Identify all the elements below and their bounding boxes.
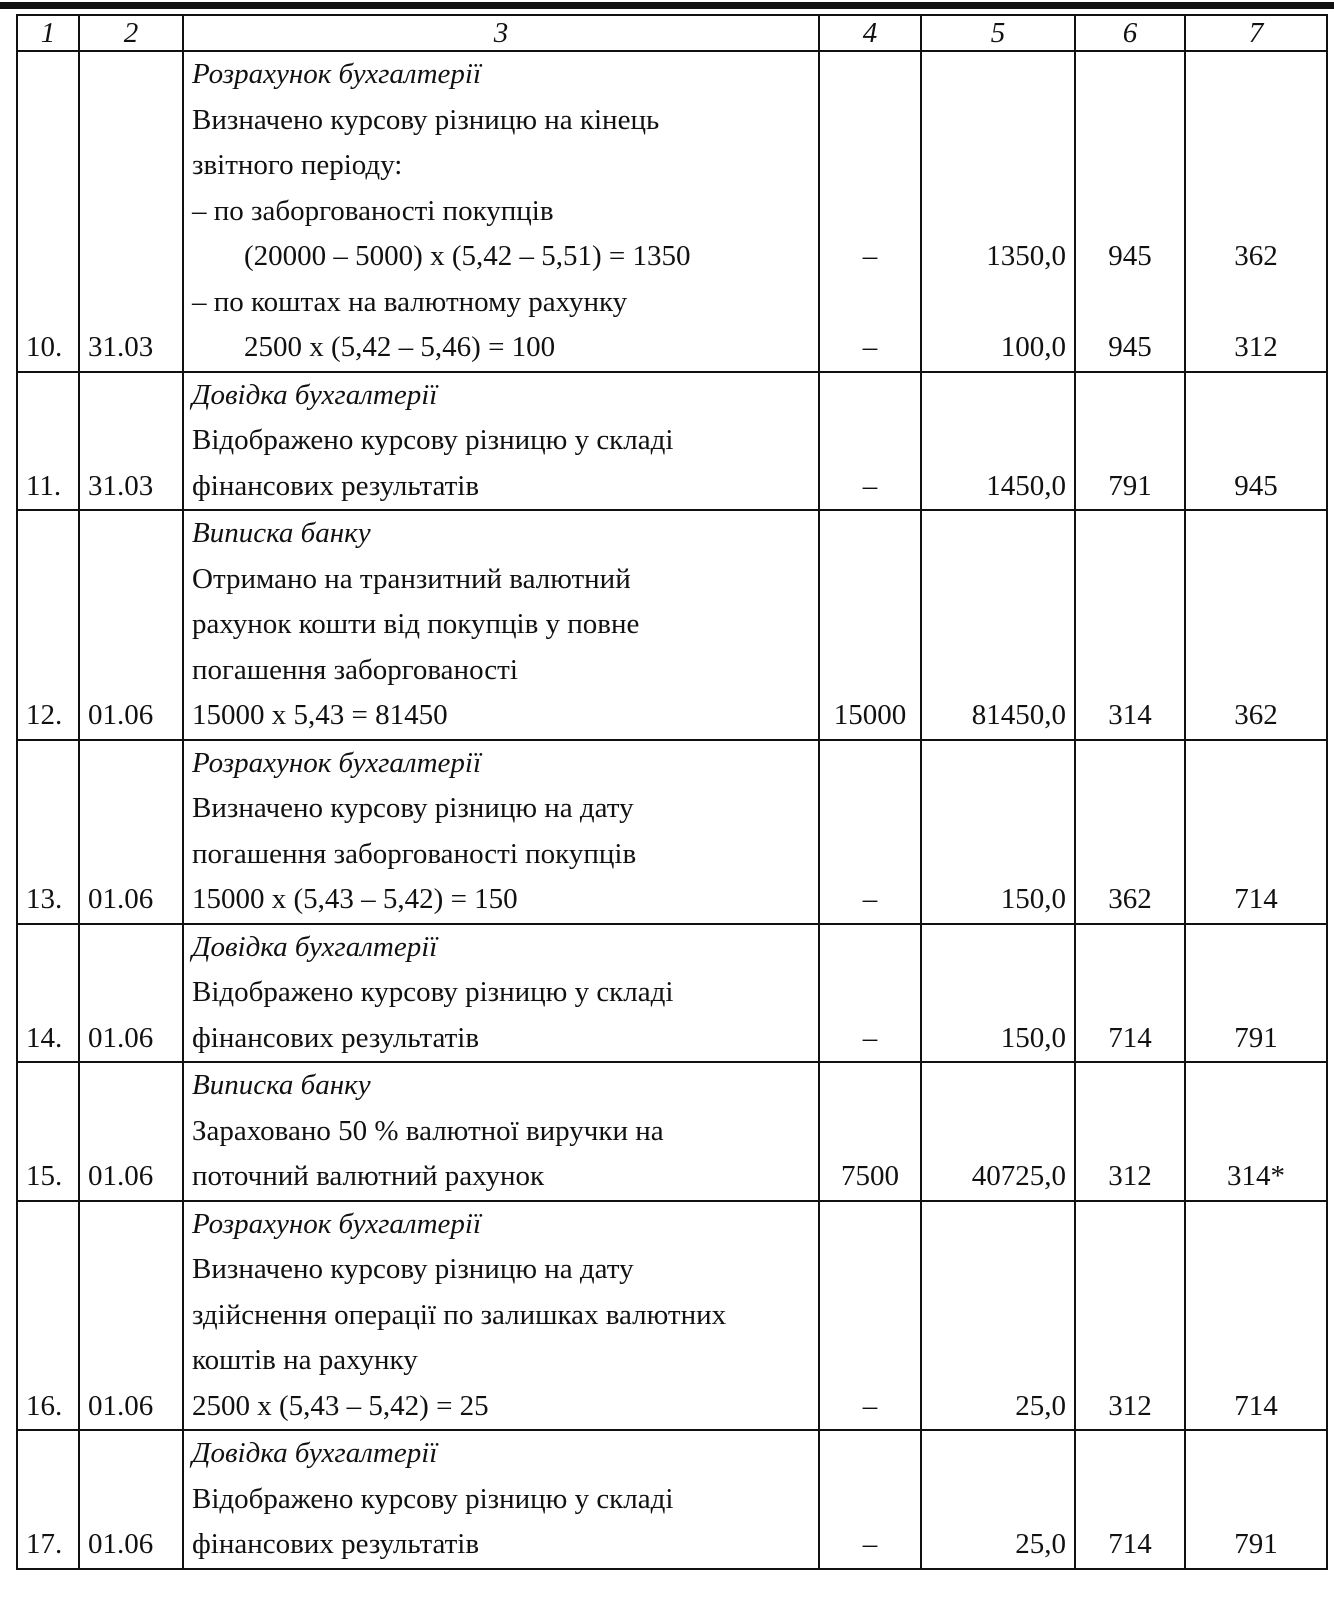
entry-date: 01.06 [79,740,183,924]
col-6-cell [1075,51,1185,372]
col-6-cell [1075,372,1185,511]
col-7-cell [1185,1062,1327,1201]
description-line: Визначено курсову різницю на дату [192,792,634,824]
col-4-cell [819,1201,921,1431]
description-line: рахунок кошти від покупців у повне [192,608,640,640]
col-5-cell [921,1062,1075,1201]
col-4-cell [819,1430,921,1569]
entry-date: 01.06 [79,1430,183,1569]
journal-body [17,51,1327,1569]
col-6-cell [1075,1430,1185,1569]
col-header-2: 2 [79,15,183,51]
entry-value: 362 [1234,240,1278,272]
document-type: Довідка бухгалтерії [192,1437,438,1469]
entry-date: 01.06 [79,510,183,740]
entry-description [183,740,819,924]
col-header-1: 1 [17,15,79,51]
entry-value: 1450,0 [986,469,1066,502]
entry-description [183,1062,819,1201]
description-line: звітного періоду: [192,149,403,181]
col-4-cell [819,1062,921,1201]
table-row [17,510,1327,740]
top-rule [0,2,1334,9]
description-line: – по коштах на валютному рахунку [192,285,628,318]
entry-value: 81450,0 [971,699,1066,731]
col-5-cell [921,1201,1075,1431]
entry-value: 312 [1108,1389,1152,1422]
col-6-cell [1075,1062,1185,1201]
description-line: поточний валютний рахунок [192,1160,545,1192]
entry-date: 01.06 [79,1201,183,1431]
col-7-cell [1185,1201,1327,1431]
entry-number: 15. [17,1062,79,1201]
entry-value: 7500 [841,1160,899,1192]
description-line: погашення заборгованості покупців [192,837,637,870]
entry-value: – [862,331,878,363]
col-6-cell [1075,1201,1185,1431]
entry-date: 01.06 [79,1062,183,1201]
entry-value: 791 [1234,1528,1278,1560]
entry-value: – [862,883,878,915]
entry-number: 17. [17,1430,79,1569]
description-line: – по заборгованості покупців [192,194,554,227]
table-row [17,372,1327,511]
col-header-4: 4 [819,15,921,51]
entry-value: 25,0 [1015,1528,1066,1560]
entry-value: 791 [1234,1021,1278,1054]
col-5-cell [921,740,1075,924]
entry-value: 945 [1108,331,1152,363]
col-header-7: 7 [1185,15,1327,51]
table-row [17,1430,1327,1569]
entry-value: 945 [1234,469,1278,502]
entry-value: 714 [1234,883,1278,915]
entry-value: 362 [1234,699,1278,731]
description-line: Відображено курсову різницю у складі [192,1482,674,1515]
table-row [17,1201,1327,1431]
entry-number: 11. [17,372,79,511]
document-type: Розрахунок бухгалтерії [192,1207,481,1240]
document-type: Довідка бухгалтерії [192,378,438,411]
description-line: фінансових результатів [192,1021,480,1054]
entry-description [183,1430,819,1569]
description-line: 15000 х (5,43 – 5,42) = 150 [192,883,518,915]
entry-number: 13. [17,740,79,924]
col-5-cell [921,51,1075,372]
entry-number: 16. [17,1201,79,1431]
col-5-cell [921,924,1075,1063]
entry-description [183,51,819,372]
entry-value: – [862,240,878,272]
col-5-cell [921,510,1075,740]
document-type: Розрахунок бухгалтерії [192,58,481,90]
entry-description [183,924,819,1063]
col-7-cell [1185,740,1327,924]
entry-description [183,510,819,740]
col-6-cell [1075,510,1185,740]
description-line: 2500 х (5,42 – 5,46) = 100 [244,331,556,363]
header-row [17,15,1327,51]
col-5-cell [921,372,1075,511]
description-line: Зараховано 50 % валютної виручки на [192,1114,664,1147]
entry-description [183,372,819,511]
entry-value: 945 [1108,240,1152,272]
description-line: (20000 – 5000) х (5,42 – 5,51) = 1350 [244,240,691,272]
col-4-cell [819,924,921,1063]
table-row [17,924,1327,1063]
entry-number: 12. [17,510,79,740]
entry-value: 150,0 [1000,1021,1066,1054]
entry-date: 31.03 [79,372,183,511]
col-6-cell [1075,740,1185,924]
entry-number: 10. [17,51,79,372]
entry-date: 31.03 [79,51,183,372]
description-line: Відображено курсову різницю у складі [192,976,674,1008]
entry-value: 314* [1227,1160,1285,1192]
col-header-6: 6 [1075,15,1185,51]
description-line: 2500 х (5,43 – 5,42) = 25 [192,1389,489,1422]
entry-value: – [862,1021,878,1054]
document-type: Виписка банку [192,517,371,549]
col-4-cell [819,51,921,372]
col-7-cell [1185,1430,1327,1569]
description-line: Визначено курсову різницю на дату [192,1253,634,1285]
col-4-cell [819,510,921,740]
entry-value: 362 [1108,883,1152,915]
col-4-cell [819,372,921,511]
description-line: Визначено курсову різницю на кінець [192,103,660,136]
entry-value: – [862,1528,878,1560]
entry-value: 312 [1234,331,1278,363]
entry-value: 791 [1108,469,1152,502]
col-7-cell [1185,51,1327,372]
description-line: здійснення операції по залишках валютних [192,1298,727,1331]
entry-value: 314 [1108,699,1152,731]
entry-value: 25,0 [1015,1389,1066,1422]
col-7-cell [1185,372,1327,511]
entry-value: – [862,469,878,502]
col-4-cell [819,740,921,924]
entry-value: 100,0 [1000,331,1066,363]
entry-value: 312 [1108,1160,1152,1192]
entry-value: 150,0 [1000,883,1066,915]
table-row [17,51,1327,372]
entry-value: – [862,1389,878,1422]
entry-number: 14. [17,924,79,1063]
col-5-cell [921,1430,1075,1569]
entry-value: 1350,0 [986,240,1066,272]
description-line: Отримано на транзитний валютний [192,562,631,595]
entry-date: 01.06 [79,924,183,1063]
entry-value: 15000 [833,699,907,731]
col-6-cell [1075,924,1185,1063]
col-header-3: 3 [183,15,819,51]
description-line: 15000 х 5,43 = 81450 [192,699,448,731]
document-type: Довідка бухгалтерії [192,930,438,963]
description-line: погашення заборгованості [192,653,518,686]
description-line: Відображено курсову різницю у складі [192,424,674,456]
table-row [17,1062,1327,1201]
description-line: фінансових результатів [192,1528,480,1560]
col-7-cell [1185,510,1327,740]
table-row [17,740,1327,924]
journal-table [16,14,1328,1570]
description-line: фінансових результатів [192,469,480,502]
description-line: коштів на рахунку [192,1344,418,1376]
document-type: Виписка банку [192,1069,371,1101]
entry-value: 714 [1234,1389,1278,1422]
entry-value: 40725,0 [971,1160,1066,1192]
entry-value: 714 [1108,1021,1152,1054]
entry-description [183,1201,819,1431]
document-type: Розрахунок бухгалтерії [192,746,481,779]
col-7-cell [1185,924,1327,1063]
entry-value: 714 [1108,1528,1152,1560]
col-header-5: 5 [921,15,1075,51]
